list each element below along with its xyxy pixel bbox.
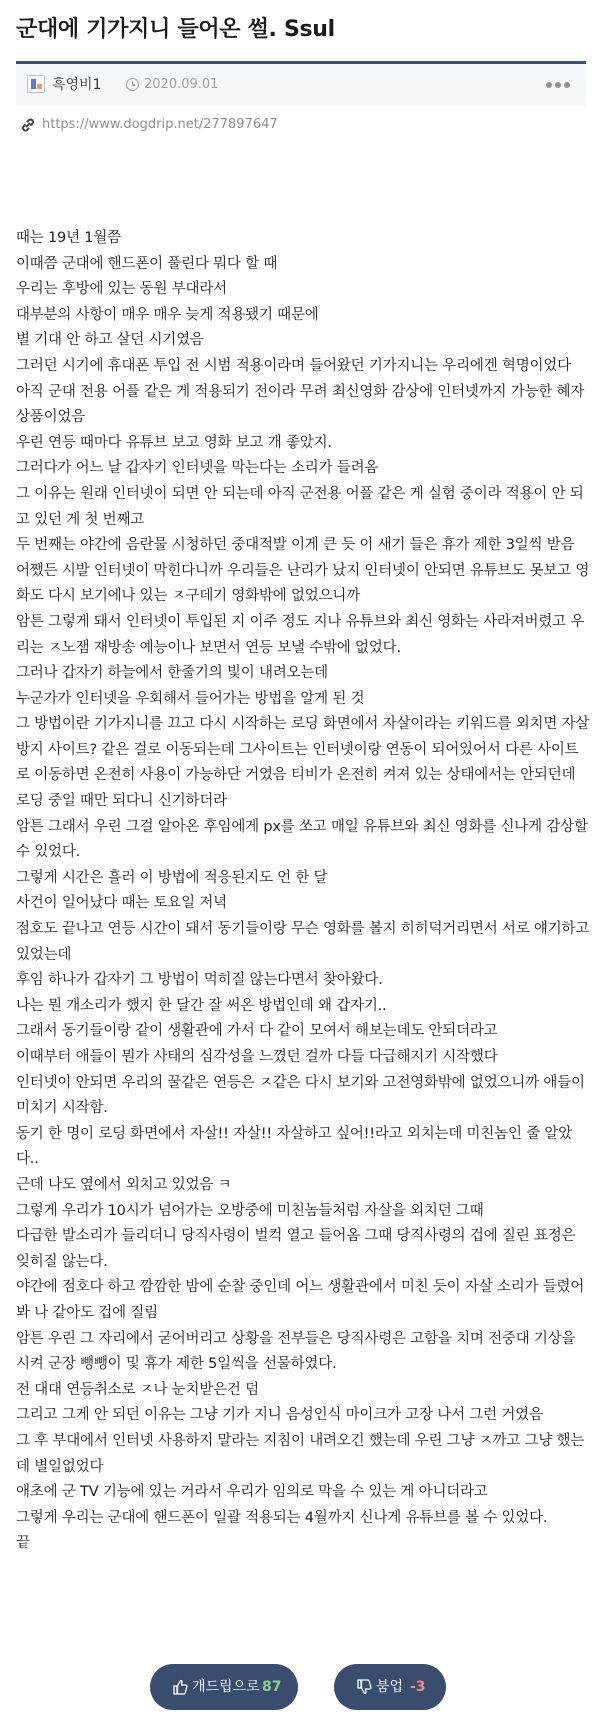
content-line: 대부분의 사항이 매우 매우 늦게 적용됐기 때문에	[16, 306, 319, 323]
content-line: 다급한 발소리가 들리더니 당직사령이 벌컥 열고 들어옴 그때 당직사령의 겁에 질린 표정은 잊히질 않는다.	[16, 1228, 576, 1270]
content-line: 두 번째는 야간에 음란물 시청하던 중대적발 이게 큰 듯 이 새기 들은 휴가 제한 3일씩 받음	[16, 537, 575, 554]
content-line: 끝	[16, 1535, 30, 1552]
content-line: 후임 하나가 갑자기 그 방법이 먹히질 않는다면서 찾아왔다.	[16, 972, 383, 989]
upvote-button[interactable]	[150, 1664, 298, 1710]
upvote-label: 개드립으로	[192, 1679, 260, 1695]
content-line: 우린 연등 때마다 유튜브 보고 영화 보고 개 좋았지.	[16, 434, 332, 451]
post-date: 2020.09.01	[144, 77, 219, 92]
content-line: 우리는 후방에 있는 동원 부대라서	[16, 281, 227, 298]
post-title: 군대에 기가지니 들어온 썰. Ssul	[16, 17, 335, 42]
content-line: 그리고 그게 안 되던 이유는 그냥 기가 지니 음성인식 마이크가 고장 나서 그런 거였음	[16, 1407, 543, 1424]
content-line: 이때쯤 군대에 핸드폰이 풀린다 뭐다 할 때	[16, 255, 278, 272]
clock-icon	[126, 78, 139, 91]
content-line: 암튼 우린 그 자리에서 굳어버리고 상황을 전부들은 당직사령은 고함을 치며 전중대 기상을 시켜 군장 뺑뺑이 및 휴가 제한 5일씩을 선물하였다.	[16, 1330, 576, 1373]
content-line: 그러던 시기에 휴대폰 투입 전 시범 적용이라며 들어왔던 기가지니는 우리에겐 혁명이었다	[16, 357, 571, 374]
upvote-count: 87	[262, 1679, 282, 1695]
content-line: 그렇게 시간은 흘러 이 방법에 적응된지도 언 한 달	[16, 869, 328, 886]
content-line: 야간에 점호다 하고 깜깜한 밤에 순찰 중인데 어느 생활관에서 미친 듯이 자살 소리가 들렸어 봐 나 같아도 겁에 질림	[16, 1279, 585, 1321]
content-line: 그러다가 어느 날 갑자기 인터넷을 막는다는 소리가 들려옴	[16, 460, 379, 477]
thumbs-up-icon	[172, 1679, 188, 1695]
content-line: 그렇게 우리가 10시가 넘어가는 오방중에 미친놈들처럼 자살을 외치던 그때	[16, 1202, 484, 1219]
downvote-count: -3	[410, 1679, 426, 1695]
content-line: 근데 나도 옆에서 외치고 있었음 ㅋ	[16, 1176, 232, 1193]
content-line: 암튼 그렇게 돼서 인터넷이 투입된 지 이주 정도 지나 유튜브와 최신 영화는 사라져버렸고 우리는 ㅈ노잼 재방송 예능이나 보면서 연등 보낼 수밖에 없었다.	[16, 613, 585, 656]
content-line: 동기 한 명이 로딩 화면에서 자살!! 자살!! 자살하고 싶어!!라고 외치는데 미친놈인 줄 알았다..	[16, 1125, 573, 1168]
author-level-icon	[27, 75, 45, 93]
post-content	[16, 226, 590, 1557]
content-line: 어쨌든 시발 인터넷이 막힌다니까 우리들은 난리가 났지 인터넷이 안되면 유튜브도 못보고 영화도 다시 보기에나 있는 ㅈ구데기 영화밖에 없었으니까	[16, 562, 590, 605]
more-dots-icon[interactable]	[546, 78, 570, 92]
post-url-link[interactable]: https://www.dogdrip.net/277897647	[42, 117, 278, 132]
content-line: 사건이 일어났다 때는 토요일 저녁	[16, 895, 227, 912]
content-line: 별 기대 안 하고 살던 시기였음	[16, 332, 204, 349]
content-line: 그러나 갑자기 하늘에서 한줄기의 빛이 내려오는데	[16, 665, 328, 682]
downvote-button[interactable]	[334, 1664, 446, 1710]
content-line: 그 후 부대에서 인터넷 사용하지 말라는 지침이 내려오긴 했는데 우린 그냥 ㅈ까고 그냥 했는데 별일없었다	[16, 1432, 585, 1475]
content-line: 애초에 군 TV 기능에 있는 거라서 우리가 임의로 막을 수 있는 게 아니더라고	[16, 1484, 488, 1501]
content-line: 그 방법이란 기가지니를 끄고 다시 시작하는 로딩 화면에서 자살이라는 키워드를 외치면 자살방지 사이트? 같은 걸로 이동되는데 그사이트는 인터넷이랑 연동이 되어있어서 다른 사이트로 이동하면 온전히 사용이 가능하단 거였음 티비가 온전히 켜져 있는 상태에서는 안되던데 로딩 중일 때만 되다니 신기하더라	[16, 716, 590, 810]
author-name[interactable]: 흑영비1	[52, 77, 102, 93]
content-line: 나는 뭔 개소리가 했지 한 달간 잘 써온 방법인데 왜 갑자기..	[16, 997, 387, 1014]
content-line: 아직 군대 전용 어플 같은 게 적용되기 전이라 무려 최신영화 감상에 인터넷까지 가능한 혜자 상품이었음	[16, 383, 585, 426]
content-line: 이때부터 애들이 뭔가 사태의 심각성을 느꼈던 걸까 다들 다급해지기 시작했다	[16, 1049, 498, 1065]
content-line: 전 대대 연등취소로 ㅈ나 눈치받은건 덤	[16, 1381, 259, 1398]
content-line: 누군가가 인터넷을 우회해서 들어가는 방법을 알게 된 것	[16, 690, 365, 707]
post-meta-bar	[16, 64, 586, 106]
thumbs-down-icon	[356, 1679, 372, 1695]
content-line: 인터넷이 안되면 우리의 꿀같은 연등은 ㅈ같은 다시 보기와 고전영화밖에 없었으니까 애들이 미치기 시작함.	[16, 1074, 585, 1117]
content-line: 그 이유는 원래 인터넷이 되면 안 되는데 아직 군전용 어플 같은 게 실험 중이라 적용이 안 되고 있던 게 첫 번째고	[16, 485, 584, 528]
content-line: 그래서 동기들이랑 같이 생활관에 가서 다 같이 모여서 해보는데도 안되더라고	[16, 1023, 498, 1040]
content-line: 점호도 끝나고 연등 시간이 돼서 동기들이랑 무슨 영화를 볼지 히히덕거리면서 서로 얘기하고 있었는데	[16, 921, 590, 963]
link-icon[interactable]	[20, 117, 36, 133]
vote-row	[0, 1664, 600, 1710]
downvote-label: 붐업	[376, 1679, 404, 1695]
content-line: 그렇게 우리는 군대에 핸드폰이 일괄 적용되는 4월까지 신나게 유튜브를 볼 수 있었다.	[16, 1509, 548, 1526]
content-line: 암튼 그래서 우린 그걸 알아온 후임에게 px를 쏘고 매일 유튜브와 최신 영화를 신나게 감상할 수 있었다.	[16, 818, 588, 861]
content-line: 때는 19년 1월쯤	[16, 230, 121, 246]
